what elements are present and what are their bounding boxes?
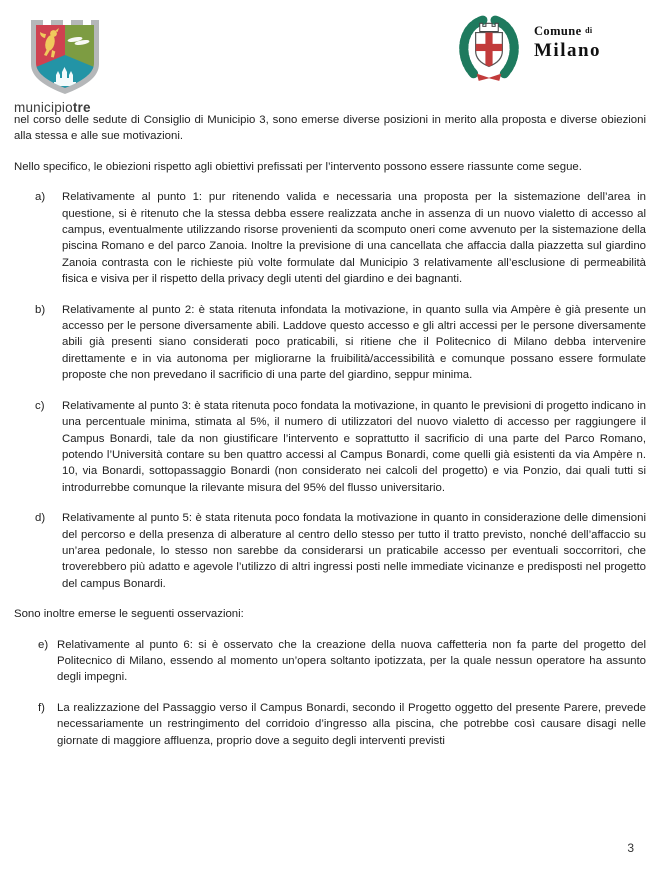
document-header [0, 0, 660, 115]
intro-paragraph-1: nel corso delle sedute di Consiglio di Municipio 3, sono emerse diverse posizioni in merito alla proposta e diverse obiezioni alla stessa e alle sue motivazioni. [14, 114, 646, 143]
list-item-text: La realizzazione del Passaggio verso il Campus Bonardi, secondo il Progetto oggetto del presente Parere, prevede necessariamente un restringimento del corridoio d’ingresso alla piscina, che potrebbe così causare disagi nelle giornate di maggiore affluenza, proprio dove a seguito degli interventi previsti [57, 701, 646, 747]
list-item-text: Relativamente al punto 3: è stata ritenuta poco fondata la motivazione, in quanto le previsioni di progetto indicano in una percentuale minima, stimata al 5%, il numero di utilizzatori del nuovo vialetto di accesso per raggiungere il Campus Bonardi, tale da non giustificare l’intervento e soprattutto il sacrificio di una parte del Parco Romano, potendo l’Università contare su ben quattro accessi al Campus Bonardi, come quelli già esistenti da via Ampère n. 10, via Bonardi, sottopassaggio Bonardi (non considerato nei calcoli del progetto) e via Ponzio, dai quali tutti si introdurrebbe comunque la rilevante misura del 95% del flusso universitario. [62, 399, 646, 494]
observations-intro: Sono inoltre emerse le seguenti osservazioni: [14, 608, 244, 621]
list-item-text: Relativamente al punto 1: pur ritenendo valida e necessaria una proposta per la sistemazione dell’area in questione, si è ritenuto che la stessa debba essere realizzata anche in assenza di un nuovo vialetto di accesso al campus, eventualmente utilizzando risorse provenienti da scomputo oneri come avvenuto per la sistemazione della piscina Romano e del parco Zanoia. Inoltre la previsione di una cancellata che affaccia dalla piazzetta sul giardino Zanoia contrasta con le richieste più volte formulate dal Municipio 3 relativamente all’esclusione di permeabilità fisica e visiva per il rispetto della privacy degli utenti del giardino e dei bagnanti. [62, 191, 646, 286]
comune-milano-wordmark: Comune di Milano [534, 24, 602, 61]
list-item-b [14, 302, 646, 384]
list-marker: a) [35, 191, 46, 204]
list-marker: f) [38, 701, 45, 714]
municipio-tre-logo [14, 16, 124, 115]
municipio-tre-wordmark: municipiotre [14, 100, 91, 115]
list-item-text: Relativamente al punto 2: è stata ritenuta infondata la motivazione, in quanto sulla via Ampère è già presente un accesso per le persone diversamente abili. Laddove questo accesso e gli altri accessi per le persone diversamente abili già presenti siano considerati poco praticabili, si ritiene che il Politecnico di Milano debba intervenire direttamente e in via autonoma per migliorarne la fruibilità/accessibilità e comunque possano essere formulate proposte che non prevedano il sacrificio di una parte del giardino, seppur minima. [62, 303, 646, 382]
list-marker: e) [38, 638, 49, 651]
list-item-d [14, 510, 646, 592]
list-item-text: Relativamente al punto 6: si è osservato che la creazione della nuova caffetteria non fa parte del progetto del Politecnico di Milano, essendo al momento un’opera soltanto ipotizzata, per la quale nessun operatore ha assunto degli impegni. [57, 638, 646, 684]
list-item-f [14, 700, 646, 749]
list-marker: b) [35, 303, 46, 316]
list-item-e [14, 637, 646, 686]
intro-paragraph-2: Nello specifico, le obiezioni rispetto agli obiettivi prefissati per l’intervento possono essere riassunte come segue. [14, 160, 582, 173]
list-item-c [14, 398, 646, 496]
list-marker: d) [35, 512, 46, 525]
comune-milano-crest-icon [452, 12, 526, 91]
comune-milano-logo [452, 12, 601, 91]
list-item-text: Relativamente al punto 5: è stata ritenuta poco fondata la motivazione in quanto in considerazione delle dimensioni del percorso e della presenza di alberature al centro dello stesso per tutto il tratto previsto, nonché dell’affaccio su un’area pedonale, lo stesso non sarebbe da considerarsi un praticabile accesso per eventuali soccorritori, che troverebbero più adatto e agevole l’utilizzo di altri ingressi posti nelle immediate vicinanze e predisposti nel progetto del campus Bonardi. [62, 512, 646, 590]
page-number: 3 [627, 841, 634, 855]
list-marker: c) [35, 399, 45, 412]
list-item-a [14, 189, 646, 287]
municipio-tre-crest-icon [14, 16, 124, 96]
observations-list [14, 637, 646, 749]
document-body [0, 108, 660, 749]
objections-list [14, 189, 646, 592]
